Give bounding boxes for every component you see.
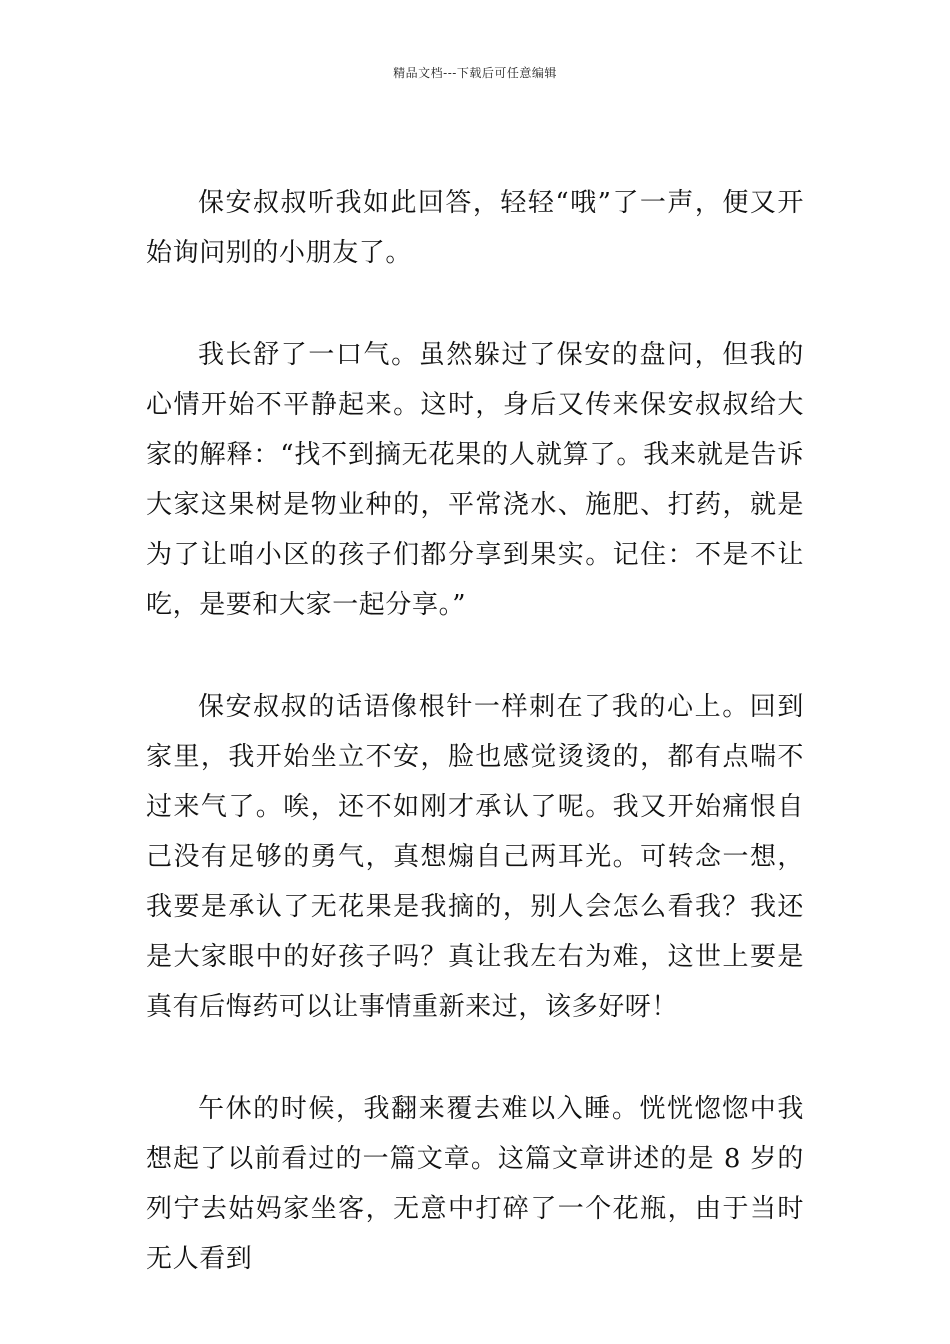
paragraph-3: 保安叔叔的话语像根针一样刺在了我的心上。回到家里，我开始坐立不安，脸也感觉烫烫的，都有点喘不过来气了。唉，还不如刚才承认了呢。我又开始痛恨自己没有足够的勇气，真想煽自己两耳光。可转念一想，我要是承认了无花果是我摘的，别人会怎么看我？我还是大家眼中的好孩子吗？真让我左右为难，这世上要是真有后悔药可以让事情重新来过，该多好呀！ — [146, 692, 804, 1022]
paragraph-4: 午休的时候，我翻来覆去难以入睡。恍恍惚惚中我想起了以前看过的一篇文章。这篇文章讲述的是 8 岁的列宁去姑妈家坐客，无意中打碎了一个花瓶，由于当时无人看到 — [146, 1094, 804, 1274]
page-header: 精品文档---下载后可任意编辑 — [393, 66, 557, 80]
document-body — [146, 178, 804, 1284]
paragraph-2: 我长舒了一口气。虽然躲过了保安的盘问，但我的心情开始不平静起来。这时，身后又传来保安叔叔给大家的解释：“找不到摘无花果的人就算了。我来就是告诉大家这果树是物业种的，平常浇水、施肥、打药，就是为了让咱小区的孩子们都分享到果实。记住：不是不让吃，是要和大家一起分享。” — [146, 340, 804, 620]
paragraph-1: 保安叔叔听我如此回答，轻轻“哦”了一声，便又开始询问别的小朋友了。 — [146, 188, 804, 268]
